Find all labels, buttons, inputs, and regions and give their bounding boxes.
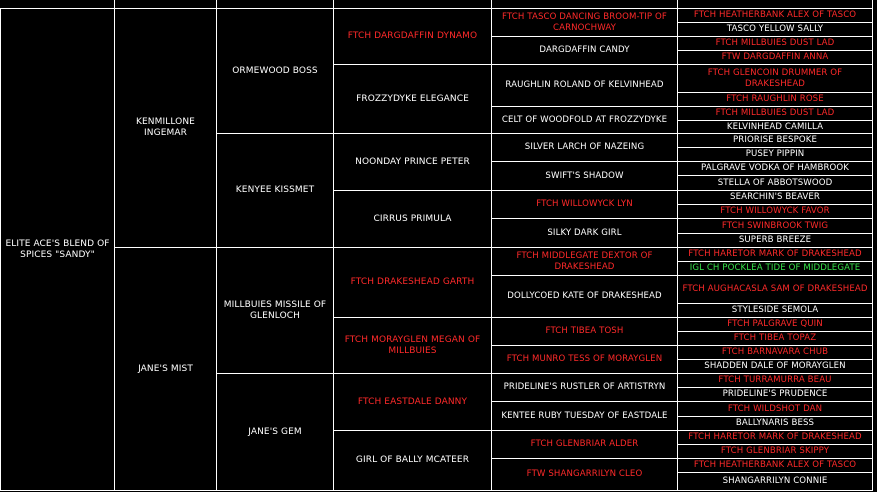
pedigree-cell-gen5-6: FTCH WILLOWYCK LYN (491, 190, 678, 219)
pedigree-cell-gen6-30: FTCH HEATHERBANK ALEX OF TASCO (677, 458, 873, 473)
pedigree-cell-gen6-29: FTCH GLENBRIAR SKIPPY (677, 444, 873, 459)
pedigree-cell-gen5-10: FTCH TIBEA TOSH (491, 317, 678, 346)
pedigree-cell-gen5-14: FTCH GLENBRIAR ALDER (491, 430, 678, 459)
pedigree-cell-gen5-2: RAUGHLIN ROLAND OF KELVINHEAD (491, 64, 678, 107)
pedigree-cell-gen6-19: STYLESIDE SEMOLA (677, 303, 873, 318)
pedigree-cell-gen5-11: FTCH MUNRO TESS OF MORAYGLEN (491, 345, 678, 374)
pedigree-cell-gen3-2: MILLBUIES MISSILE OF GLENLOCH (216, 247, 334, 374)
pedigree-cell-gen6-13: FTCH WILLOWYCK FAVOR (677, 204, 873, 219)
pedigree-cell-gen4-0: FTCH DARGDAFFIN DYNAMO (333, 8, 492, 65)
pedigree-cell-gen6-25: PRIDELINE'S PRUDENCE (677, 387, 873, 402)
pedigree-cell-gen5-12: PRIDELINE'S RUSTLER OF ARTISTRYN (491, 373, 678, 402)
pedigree-cell-gen2-0: KENMILLONE INGEMAR (114, 8, 217, 248)
grid-stub-line (872, 0, 873, 9)
pedigree-cell-gen6-5: FTCH RAUGHLIN ROSE (677, 92, 873, 107)
pedigree-cell-gen5-15: FTW SHANGARRILYN CLEO (491, 458, 678, 491)
pedigree-cell-gen4-5: FTCH MORAYGLEN MEGAN OF MILLBUIES (333, 317, 492, 374)
pedigree-cell-gen4-6: FTCH EASTDALE DANNY (333, 373, 492, 431)
pedigree-cell-gen6-24: FTCH TURRAMURRA BEAU (677, 373, 873, 388)
pedigree-cell-gen6-15: SUPERB BREEZE (677, 233, 873, 248)
grid-stub-line (216, 0, 217, 9)
pedigree-cell-gen5-7: SILKY DARK GIRL (491, 218, 678, 248)
pedigree-cell-gen6-8: PRIORISE BESPOKE (677, 133, 873, 148)
pedigree-cell-gen6-18: FTCH AUGHACASLA SAM OF DRAKESHEAD (677, 275, 873, 304)
pedigree-cell-gen2-1: JANE'S MIST (114, 247, 217, 491)
pedigree-cell-gen6-21: FTCH TIBEA TOPAZ (677, 331, 873, 346)
grid-stub-line (677, 0, 678, 9)
pedigree-cell-gen6-3: FTW DARGDAFFIN ANNA (677, 50, 873, 65)
pedigree-cell-gen3-1: KENYEE KISSMET (216, 133, 334, 248)
grid-stub-line (114, 0, 115, 9)
grid-stub-line (333, 0, 334, 9)
pedigree-cell-gen5-9: DOLLYCOED KATE OF DRAKESHEAD (491, 275, 678, 318)
pedigree-cell-gen6-16: FTCH HARETOR MARK OF DRAKESHEAD (677, 247, 873, 262)
pedigree-cell-gen6-28: FTCH HARETOR MARK OF DRAKESHEAD (677, 430, 873, 445)
pedigree-cell-gen6-9: PUSEY PIPPIN (677, 147, 873, 162)
pedigree-cell-gen6-12: SEARCHIN'S BEAVER (677, 190, 873, 205)
pedigree-cell-gen5-1: DARGDAFFIN CANDY (491, 36, 678, 65)
pedigree-cell-gen5-13: KENTEE RUBY TUESDAY OF EASTDALE (491, 401, 678, 431)
pedigree-cell-gen6-23: SHADDEN DALE OF MORAYGLEN (677, 359, 873, 374)
pedigree-cell-gen4-3: CIRRUS PRIMULA (333, 190, 492, 248)
pedigree-cell-gen5-5: SWIFT'S SHADOW (491, 161, 678, 191)
pedigree-cell-gen6-6: FTCH MILLBUIES DUST LAD (677, 106, 873, 121)
pedigree-cell-gen4-4: FTCH DRAKESHEAD GARTH (333, 247, 492, 318)
pedigree-cell-gen6-11: STELLA OF ABBOTSWOOD (677, 175, 873, 191)
pedigree-cell-gen6-27: BALLYNARIS BESS (677, 416, 873, 431)
pedigree-cell-gen6-17: IGL CH POCKLEA TIDE OF MIDDLEGATE (677, 261, 873, 276)
pedigree-cell-gen6-22: FTCH BARNAVARA CHUB (677, 345, 873, 360)
pedigree-cell-gen4-7: GIRL OF BALLY MCATEER (333, 430, 492, 491)
pedigree-cell-gen6-26: FTCH WILDSHOT DAN (677, 401, 873, 417)
pedigree-cell-gen5-0: FTCH TASCO DANCING BROOM-TIP OF CARNOCHWAY (491, 8, 678, 37)
pedigree-cell-gen6-10: PALGRAVE VODKA OF HAMBROOK (677, 161, 873, 176)
pedigree-cell-gen6-14: FTCH SWINBROOK TWIG (677, 218, 873, 234)
pedigree-cell-gen5-4: SILVER LARCH OF NAZEING (491, 133, 678, 162)
pedigree-cell-gen6-2: FTCH MILLBUIES DUST LAD (677, 36, 873, 51)
pedigree-cell-gen6-4: FTCH GLENCOIN DRUMMER OF DRAKESHEAD (677, 64, 873, 93)
pedigree-cell-gen5-8: FTCH MIDDLEGATE DEXTOR OF DRAKESHEAD (491, 247, 678, 276)
pedigree-cell-gen6-1: TASCO YELLOW SALLY (677, 22, 873, 37)
pedigree-cell-gen6-20: FTCH PALGRAVE QUIN (677, 317, 873, 332)
pedigree-cell-gen4-2: NOONDAY PRINCE PETER (333, 133, 492, 191)
pedigree-cell-gen1-0: ELITE ACE'S BLEND OF SPICES "SANDY" (0, 8, 115, 491)
pedigree-cell-gen6-7: KELVINHEAD CAMILLA (677, 120, 873, 134)
grid-stub-line (491, 0, 492, 9)
pedigree-cell-gen6-0: FTCH HEATHERBANK ALEX OF TASCO (677, 8, 873, 23)
pedigree-cell-gen6-31: SHANGARRILYN CONNIE (677, 472, 873, 491)
pedigree-cell-gen4-1: FROZZYDYKE ELEGANCE (333, 64, 492, 134)
pedigree-cell-gen5-3: CELT OF WOODFOLD AT FROZZYDYKE (491, 106, 678, 134)
pedigree-cell-gen3-0: ORMEWOOD BOSS (216, 8, 334, 134)
pedigree-cell-gen3-3: JANE'S GEM (216, 373, 334, 491)
